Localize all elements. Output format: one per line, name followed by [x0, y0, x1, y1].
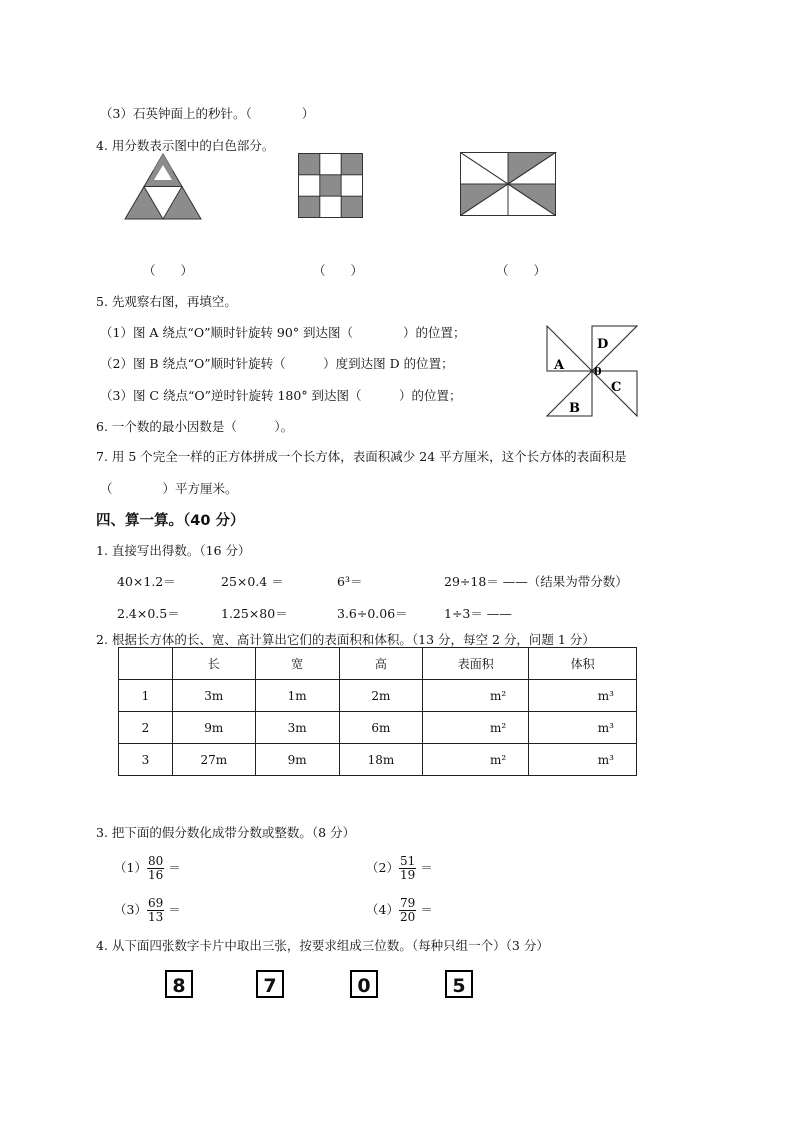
- section-4-heading: 四、算一算。（40 分）: [96, 513, 245, 529]
- table-cell: 2: [119, 712, 173, 744]
- fraction-item-4: [366, 897, 433, 924]
- cards-title: 4. 从下面四张数字卡片中取出三张，按要求组成三位数。（每种只组一个）（3 分）: [96, 938, 549, 953]
- table-cell: 2m: [339, 680, 423, 712]
- table-row: [119, 712, 637, 744]
- calc-item: 40×1.2＝: [117, 574, 176, 589]
- question-3-3: （3）石英钟面上的秒针。（ ）: [100, 106, 315, 121]
- table-cell-answer[interactable]: m²: [423, 712, 529, 744]
- numerator: 80: [147, 854, 164, 868]
- question-4-title: 4. 用分数表示图中的白色部分。: [96, 138, 275, 153]
- fraction-label: （2）: [366, 860, 399, 875]
- rotation-figure: [546, 325, 638, 422]
- table-header-cell: [119, 648, 173, 680]
- numerator: 69: [147, 896, 164, 910]
- table-row: [119, 680, 637, 712]
- digit-card-7[interactable]: 7: [256, 970, 284, 998]
- calc-item: 25×0.4 ＝: [221, 574, 284, 589]
- question-5-line-2: （2）图 B 绕点“O”顺时针旋转（ ）度到达图 D 的位置；: [100, 356, 454, 371]
- table-header-cell: 长: [172, 648, 255, 680]
- label-c: C: [611, 380, 622, 395]
- fraction-item-2: [366, 855, 433, 882]
- table-header-cell: 高: [339, 648, 423, 680]
- fraction-label: （3）: [114, 902, 147, 917]
- fraction-label: （4）: [366, 902, 399, 917]
- calc-item: 1÷3＝ ——: [444, 606, 512, 621]
- digit-card-5[interactable]: 5: [445, 970, 473, 998]
- calc-item: 2.4×0.5＝: [117, 606, 180, 621]
- calc-item: 6³＝: [337, 574, 363, 589]
- numerator: 79: [399, 896, 416, 910]
- table-row: [119, 744, 637, 776]
- cuboid-title: 2. 根据长方体的长、宽、高计算出它们的表面积和体积。（13 分，每空 2 分，问题 1 分）: [96, 632, 595, 647]
- label-o: 0: [594, 365, 602, 378]
- equals-sign: ＝: [168, 860, 181, 875]
- table-cell: 3m: [255, 712, 339, 744]
- label-a: A: [554, 358, 565, 373]
- question-5-line-3: （3）图 C 绕点“O”逆时针旋转 180° 到达图（ ）的位置；: [100, 388, 462, 403]
- table-cell: 9m: [172, 712, 255, 744]
- table-header-cell: 表面积: [423, 648, 529, 680]
- table-cell-answer[interactable]: m³: [529, 712, 637, 744]
- equals-sign: ＝: [420, 860, 433, 875]
- denominator: 13: [147, 910, 164, 924]
- fraction: [147, 855, 164, 882]
- table-cell: 6m: [339, 712, 423, 744]
- question-7-line-2: （ ）平方厘米。: [100, 481, 238, 496]
- table-cell: 1m: [255, 680, 339, 712]
- table-cell: 1: [119, 680, 173, 712]
- fraction-item-1: [114, 855, 181, 882]
- answer-blank-3[interactable]: （ ）: [496, 263, 547, 278]
- improper-title: 3. 把下面的假分数化成带分数或整数。（8 分）: [96, 825, 356, 840]
- answer-blank-1[interactable]: （ ）: [143, 263, 194, 278]
- question-7-line-1: 7. 用 5 个完全一样的正方体拼成一个长方体，表面积减少 24 平方厘米，这个长方体的表面积是: [96, 449, 627, 464]
- table-cell-answer[interactable]: m³: [529, 680, 637, 712]
- denominator: 20: [399, 910, 416, 924]
- calc-title: 1. 直接写出得数。（16 分）: [96, 543, 251, 558]
- question-5-line-1: （1）图 A 绕点“O”顺时针旋转 90° 到达图（ ）的位置；: [100, 325, 466, 340]
- label-d: D: [597, 337, 609, 352]
- numerator: 51: [399, 854, 416, 868]
- fraction: [399, 855, 416, 882]
- question-6: 6. 一个数的最小因数是（ ）。: [96, 419, 294, 434]
- denominator: 19: [399, 868, 416, 882]
- table-header-cell: 体积: [529, 648, 637, 680]
- digit-card-8[interactable]: 8: [165, 970, 193, 998]
- table-cell: 18m: [339, 744, 423, 776]
- table-cell: 3: [119, 744, 173, 776]
- table-cell-answer[interactable]: m²: [423, 744, 529, 776]
- table-cell: 9m: [255, 744, 339, 776]
- table-cell-answer[interactable]: m³: [529, 744, 637, 776]
- label-b: B: [569, 401, 580, 416]
- table-header-cell: 宽: [255, 648, 339, 680]
- calc-item: 29÷18＝ ——（结果为带分数）: [444, 574, 628, 589]
- question-5-title: 5. 先观察右图，再填空。: [96, 294, 237, 309]
- fraction-item-3: [114, 897, 181, 924]
- calc-item: 3.6÷0.06＝: [337, 606, 408, 621]
- table-header-row: [119, 648, 637, 680]
- equals-sign: ＝: [168, 902, 181, 917]
- table-cell-answer[interactable]: m²: [423, 680, 529, 712]
- checker-grid-figure: [298, 153, 364, 219]
- digit-card-0[interactable]: 0: [350, 970, 378, 998]
- cuboid-table: [118, 647, 637, 776]
- equals-sign: ＝: [420, 902, 433, 917]
- rectangle-sectors-figure: [460, 152, 557, 217]
- triangle-figure: [124, 153, 202, 220]
- calc-item: 1.25×80＝: [221, 606, 288, 621]
- answer-blank-2[interactable]: （ ）: [313, 263, 364, 278]
- fraction: [147, 897, 164, 924]
- fraction: [399, 897, 416, 924]
- denominator: 16: [147, 868, 164, 882]
- fraction-label: （1）: [114, 860, 147, 875]
- table-cell: 3m: [172, 680, 255, 712]
- table-cell: 27m: [172, 744, 255, 776]
